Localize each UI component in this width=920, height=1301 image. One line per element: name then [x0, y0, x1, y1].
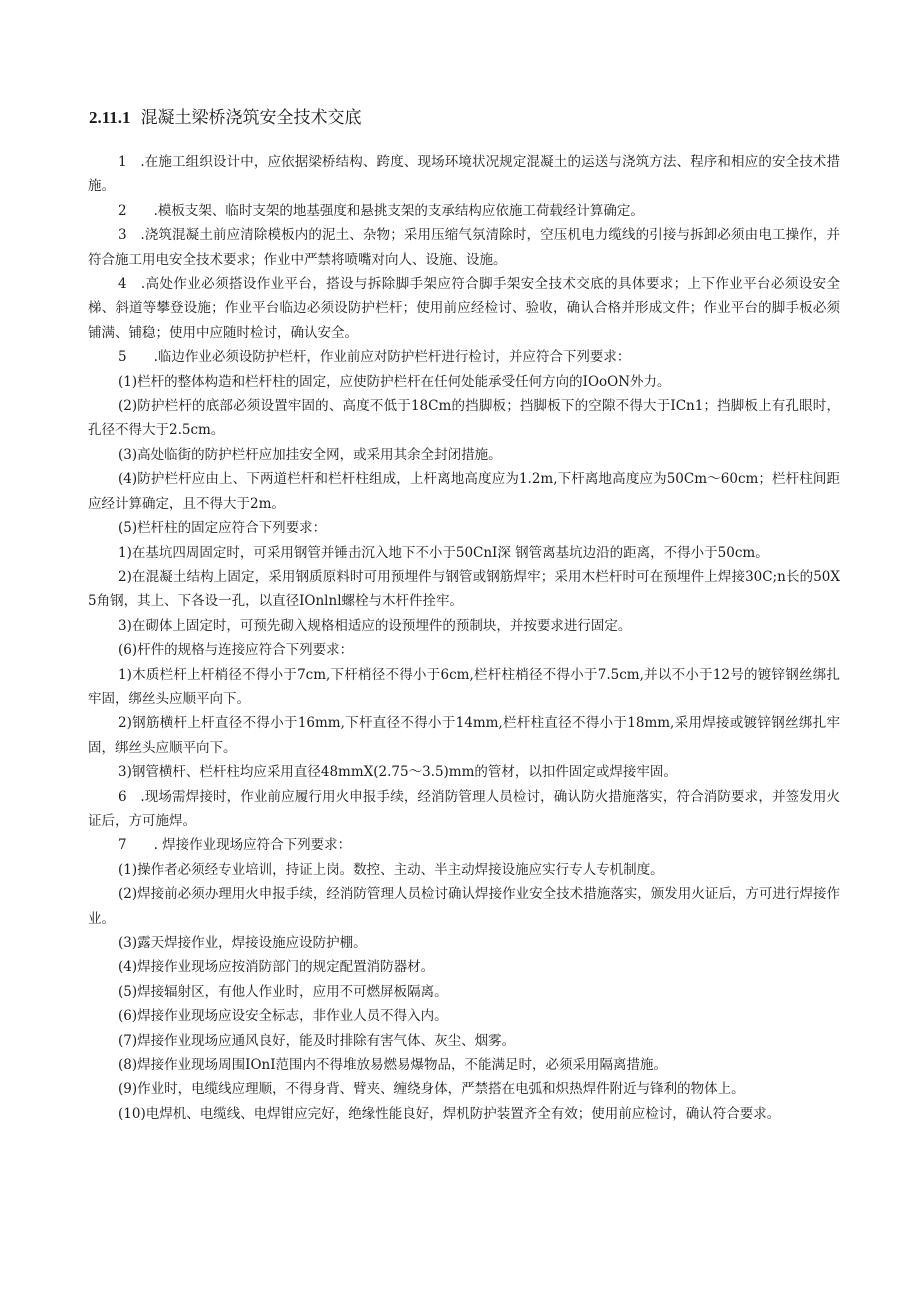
paragraph: (6)焊接作业现场应设安全标志，非作业人员不得入内。	[118, 1008, 448, 1025]
paragraph: 5 .临边作业必须设防护栏杆，作业前应对防护栏杆进行检讨，并应符合下列要求：	[118, 349, 631, 366]
paragraph: 3 .浇筑混凝土前应清除模板内的泥土、杂物；采用压缩气氛清除时，空压机电力缆线的引接与拆卸必须由电工操作，并符合施工用电安全技术要求；作业中严禁将喷嘴对向人、设施、设施。	[88, 227, 840, 268]
paragraph: 6 .现场需焊接时，作业前应履行用火申报手续，经消防管理人员检讨，确认防火措施落实，符合消防要求，并签发用火证后，方可施焊。	[88, 788, 840, 829]
paragraph: 2)钢筋横杆上杆直径不得小于16mm,下杆直径不得小于14mm,栏杆柱直径不得小于18mm,采用焊接或镀锌钢丝绑扎牢固，绑丝头应顺平向下。	[88, 715, 840, 756]
document-body	[88, 150, 840, 1126]
paragraph: 3)钢管横杆、栏杆柱均应采用直径48mmX(2.75～3.5)mm的管材，以扣件固定或焊接牢固。	[118, 764, 677, 781]
section-number: 2.11.1	[89, 108, 131, 127]
paragraph: 2)在混凝土结构上固定，采用钢质原料时可用预埋件与钢管或钢筋焊牢；采用木栏杆时可在预埋件上焊接30C;n长的50X5角钢，其上、下各设一孔，以直径IOnlnl螺栓与木杆件拴牢。	[88, 568, 840, 610]
paragraph: (5)焊接辐射区，有他人作业时，应用不可燃屏板隔离。	[118, 983, 448, 1000]
paragraph: 1)木质栏杆上杆梢径不得小于7cm,下杆梢径不得小于6cm,栏杆柱梢径不得小于7.5cm,并以不小于12号的镀锌钢丝绑扎牢固，绑丝头应顺平向下。	[88, 666, 840, 707]
paragraph: (8)焊接作业现场周围IOnI范围内不得堆放易燃易爆物品，不能满足时，必须采用隔离措施。	[118, 1057, 668, 1074]
paragraph: (1)操作者必须经专业培训，持证上岗。数控、主动、半主动焊接设施应实行专人专机制度。	[118, 861, 664, 878]
paragraph: (2)防护栏杆的底部必须设置牢固的、高度不低于18Cm的挡脚板；挡脚板下的空隙不得大于ICn1；挡脚板上有孔眼时，孔径不得大于2.5cm。	[88, 398, 840, 439]
paragraph: (10)电焊机、电缆线、电焊钳应完好，绝缘性能良好，焊机防护装置齐全有效；使用前应检讨，确认符合要求。	[118, 1105, 781, 1122]
paragraph: (3)高处临街的防护栏杆应加挂安全网，或采用其余全封闭措施。	[118, 446, 502, 463]
paragraph: (7)焊接作业现场应通风良好，能及时排除有害气体、灰尘、烟雾。	[118, 1032, 516, 1049]
paragraph: (4)焊接作业现场应按消防部门的规定配置消防器材。	[118, 959, 435, 976]
section-title: 混凝土梁桥浇筑安全技术交底	[140, 108, 362, 128]
paragraph: (9)作业时，电缆线应理顺，不得身背、臂夹、缠绕身体，严禁搭在电弧和炽热焊件附近与锋利的物体上。	[118, 1081, 745, 1098]
paragraph: (5)栏杆柱的固定应符合下列要求：	[118, 520, 327, 537]
paragraph: 1 .在施工组织设计中，应依据梁桥结构、跨度、现场环境状况规定混凝土的运送与浇筑方法、程序和相应的安全技术措施。	[88, 154, 840, 195]
paragraph: (3)露天焊接作业，焊接设施应设防护棚。	[118, 935, 367, 951]
paragraph: 2 .模板支架、临时支架的地基强度和悬挑支架的支承结构应依施工荷载经计算确定。	[118, 202, 644, 219]
paragraph: (4)防护栏杆应由上、下两道栏杆和栏杆柱组成，上杆离地高度应为1.2m,下杆离地高度应为50Cm～60cm；栏杆柱间距应经计算确定，且不得大于2m。	[88, 471, 840, 512]
paragraph: 1)在基坑四周固定时，可采用钢管并锤击沉入地下不小于50CnI深 钢管离基坑边沿的距离，不得小于50cm。	[118, 544, 769, 561]
paragraph: 7 . 焊接作业现场应符合下列要求：	[118, 837, 352, 854]
paragraph: 4 .高处作业必须搭设作业平台，搭设与拆除脚手架应符合脚手架安全技术交底的具体要求；上下作业平台必须设安全梯、斜道等攀登设施；作业平台临边必须设防护栏杆；使用前应经检讨、验收，确认合格并形成文件；作业平台的脚手板必须铺满、铺稳；使用中应随时检讨，确认安全。	[88, 276, 840, 341]
paragraph: (1)栏杆的整体构造和栏杆柱的固定，应使防护栏杆在任何处能承受任何方向的IOoON外力。	[118, 373, 671, 390]
paragraph: 3)在砌体上固定时，可预先砌入规格相适应的设预埋件的预制块，并按要求进行固定。	[118, 617, 632, 634]
paragraph: (6)杆件的规格与连接应符合下列要求：	[118, 642, 354, 659]
section-heading	[89, 106, 362, 130]
paragraph: (2)焊接前必须办理用火申报手续，经消防管理人员检讨确认焊接作业安全技术措施落实，颁发用火证后，方可进行焊接作业。	[88, 886, 840, 927]
